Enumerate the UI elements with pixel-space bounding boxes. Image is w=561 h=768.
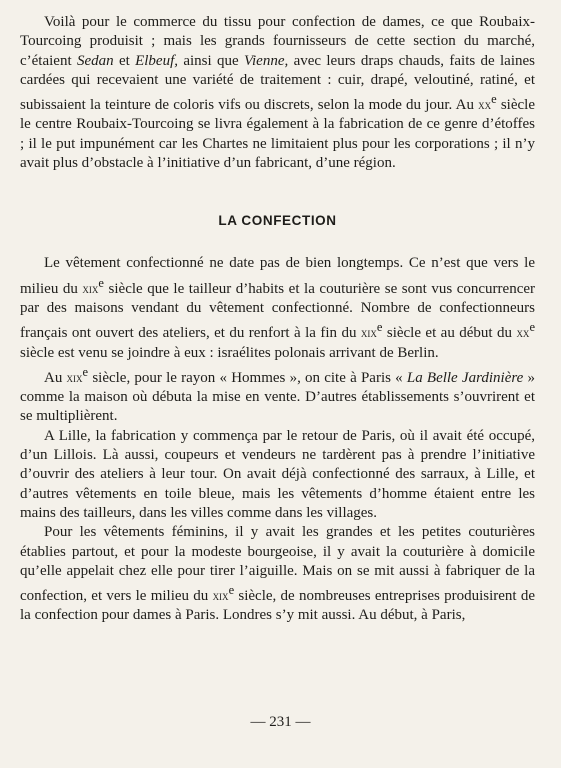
paragraph-lille: [20, 427, 535, 523]
place-elbeuf: Elbeuf,: [135, 52, 178, 69]
century-numeral: xix: [66, 369, 83, 385]
century-numeral: xx: [478, 97, 492, 113]
text-run: avec leurs draps chauds, faits de laines cardées qui recevaient une variété de traitement : cuir, drapé, veloutiné, ratiné, et subissaient la teinture de coloris vifs ou discrets, selon la mode du jour. Au: [20, 52, 535, 114]
paragraph-origins: [20, 254, 535, 362]
page-number: — 231 —: [250, 714, 311, 730]
text-run: et: [113, 52, 136, 69]
place-sedan: Sedan: [76, 52, 114, 69]
paragraph-fabrics: [20, 13, 535, 173]
superscript: e: [228, 583, 235, 598]
superscript: e: [98, 275, 104, 290]
superscript: e: [82, 364, 89, 379]
text-run: siècle, pour le rayon « Hommes », on cite à Paris «: [88, 369, 407, 386]
section-body: [20, 254, 535, 625]
text-run: siècle que le tailleur d’habits et la couturière se sont vus concurrencer par des maisons vendant du vêtement confectionné. Nombre de confectionneurs français ont ouvert des ateliers, et du renfort à la fin du: [20, 280, 536, 342]
text-run: Le vêtement confectionné ne date pas de bien longtemps. Ce n’est que vers le milieu du: [20, 255, 535, 297]
text-run: siècle est venu se joindre à eux : israélites polonais arrivant de Berlin.: [20, 344, 439, 361]
paragraph-men: [20, 363, 535, 427]
text-run: Au: [44, 369, 67, 386]
text-run: ainsi que: [178, 52, 244, 69]
text-run: Pour les vêtements féminins, il y avait les grandes et les petites couturières établies partout, et pour la modeste bourgeoise, il y avait la couturière à domicile qu’elle appelait chez elle pour tirer l’aiguille. Mais on se mit aussi à fabriquer de la confection, et vers le milieu du: [20, 524, 535, 605]
text-run: » comme la maison où débuta la mise en vente. D’autres établissements s’ouvrirent et se multiplièrent.: [20, 369, 536, 425]
century-numeral: xix: [212, 588, 229, 604]
century-numeral: xix: [82, 280, 99, 296]
century-numeral: xix: [360, 325, 377, 341]
text-run: A Lille, la fabrication y commença par le retour de Paris, où il avait été occupé, d’un Lillois. Là aussi, coupeurs et vendeurs ne tardèrent pas à prendre l’initiative d’ouvrir des ateliers à leur tour. On avait déjà confectionné des sarraux, à Lille, et d’autres vêtements en toile bleue, mais les vêtements d’homme étaient entre les mains des tailleurs, dans les villes comme dans les villages.: [20, 427, 535, 521]
place-vienne: Vienne,: [243, 52, 289, 69]
superscript: e: [529, 320, 535, 335]
century-numeral: xx: [516, 325, 530, 341]
paragraph-women: [20, 523, 535, 625]
section-heading: LA CONFECTION: [218, 213, 337, 229]
text-run: siècle le centre Roubaix-Tourcoing se livra également à la fabrication de ce genre d’étoffes ; il le put impunément car les Chartes ne limitaient plus pour les corporations ; il n’y avait plus d’obstacle à l’initiative d’un fabricant, d’une région.: [20, 97, 535, 172]
text-run: Voilà pour le commerce du tissu pour confection de dames, ce que Roubaix-Tourcoing produisit ; mais les grands fournisseurs de cette section du marché, c’étaient: [20, 14, 535, 69]
text-run: siècle, de nombreuses entreprises produisirent de la confection pour dames à Paris. Londres s’y mit aussi. Au début, à Paris,: [20, 588, 535, 624]
store-name: La Belle Jardinière: [406, 369, 524, 386]
superscript: e: [491, 92, 497, 107]
text-run: siècle et au début du: [382, 325, 517, 342]
superscript: e: [376, 320, 383, 335]
